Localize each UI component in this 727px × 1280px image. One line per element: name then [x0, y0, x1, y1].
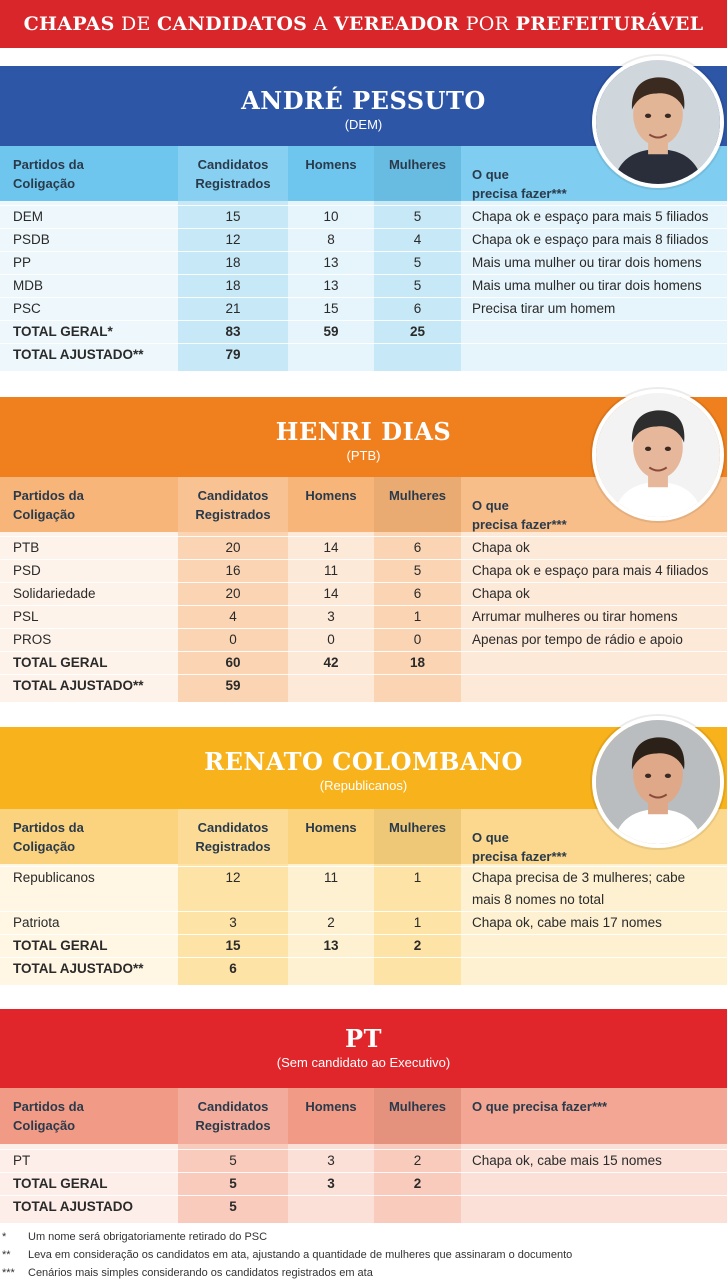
men-count: 0	[327, 632, 335, 647]
candidate-photo-renato-colombano	[592, 716, 724, 848]
column-header-candidates: Candidatos	[197, 157, 269, 172]
party-name: PTB	[13, 540, 40, 555]
column-header-women: Mulheres	[388, 157, 447, 172]
candidate-name: ANDRÉ PESSUTO	[241, 86, 486, 115]
column-header-candidates: Candidatos	[197, 488, 269, 503]
table-row	[0, 228, 727, 251]
men-count: 3	[327, 1153, 335, 1168]
column-header-men: Homens	[305, 157, 357, 172]
men-count: 3	[327, 609, 335, 624]
party-name: PSD	[13, 563, 41, 578]
men-count: 2	[327, 915, 335, 930]
candidates-count: 12	[225, 232, 241, 247]
total-label: TOTAL GERAL*	[13, 324, 113, 339]
table-row	[0, 911, 727, 934]
men-count: 13	[323, 255, 339, 270]
table-row	[0, 1149, 727, 1172]
candidates-count: 20	[225, 540, 241, 555]
total-men: 59	[323, 324, 339, 339]
column-header-candidates: Registrados	[195, 176, 271, 191]
women-count: 5	[413, 278, 422, 293]
column-header-candidates: Registrados	[195, 839, 271, 854]
footnote	[0, 1231, 267, 1243]
title-word: CHAPAS	[23, 13, 115, 35]
party-name: Republicanos	[13, 870, 95, 885]
candidates-count: 15	[225, 209, 241, 224]
action-note: mais 8 nomes no total	[472, 892, 605, 907]
candidates-count: 0	[229, 632, 237, 647]
action-note: Chapa ok e espaço para mais 5 filiados	[472, 209, 709, 224]
candidate-name: RENATO COLOMBANO	[204, 747, 523, 776]
candidate-party: (DEM)	[344, 117, 383, 132]
action-note: Chapa ok, cabe mais 15 nomes	[472, 1153, 662, 1168]
column-header-candidates: Registrados	[195, 1118, 271, 1133]
total-label: TOTAL GERAL	[13, 655, 108, 670]
women-count: 2	[413, 1153, 422, 1168]
adjusted-total-row	[0, 343, 727, 366]
total-candidates: 83	[225, 324, 241, 339]
action-note: Precisa tirar um homem	[472, 301, 616, 316]
column-header-men: Homens	[305, 1099, 357, 1114]
adjusted-total-label: TOTAL AJUSTADO**	[13, 961, 144, 976]
candidate-name: HENRI DIAS	[275, 417, 452, 446]
total-women: 2	[413, 938, 422, 953]
footnote-mark: *	[2, 1231, 7, 1243]
action-note: Apenas por tempo de rádio e apoio	[472, 632, 683, 647]
candidates-count: 20	[225, 586, 241, 601]
adjusted-total-candidates: 6	[229, 961, 237, 976]
action-note: Chapa ok e espaço para mais 8 filiados	[472, 232, 709, 247]
adjusted-total-row	[0, 957, 727, 980]
women-count: 0	[413, 632, 422, 647]
women-count: 1	[413, 609, 422, 624]
title-word: PREFEITURÁVEL	[515, 13, 704, 35]
candidates-count: 4	[229, 609, 237, 624]
table-row	[0, 251, 727, 274]
candidates-count: 21	[225, 301, 241, 316]
total-label: TOTAL GERAL	[13, 938, 108, 953]
column-header-parties: Partidos da	[13, 488, 84, 503]
party-name: PP	[13, 255, 32, 270]
total-label: TOTAL GERAL	[13, 1176, 108, 1191]
total-women: 2	[413, 1176, 422, 1191]
table-row	[0, 582, 727, 605]
title-word: DE	[114, 13, 157, 35]
adjusted-total-row	[0, 674, 727, 697]
men-count: 14	[323, 586, 339, 601]
column-header-action: precisa fazer***	[472, 517, 567, 532]
column-header-parties: Coligação	[13, 1118, 76, 1133]
total-women: 18	[409, 655, 426, 670]
column-header-women: Mulheres	[388, 820, 447, 835]
column-header-action: O que	[472, 830, 509, 845]
column-header-action: O que precisa fazer***	[472, 1099, 608, 1114]
party-name: MDB	[13, 278, 43, 293]
candidate-banner	[0, 1009, 727, 1088]
total-women: 25	[409, 324, 426, 339]
column-header-candidates: Candidatos	[197, 1099, 269, 1114]
column-header-women: Mulheres	[388, 1099, 447, 1114]
adjusted-total-candidates: 5	[229, 1199, 237, 1214]
action-note: Mais uma mulher ou tirar dois homens	[472, 278, 702, 293]
party-name: DEM	[13, 209, 43, 224]
column-header-candidates: Registrados	[195, 507, 271, 522]
action-note: Chapa precisa de 3 mulheres; cabe	[472, 870, 686, 885]
table-row	[0, 628, 727, 651]
adjusted-total-label: TOTAL AJUSTADO**	[13, 347, 144, 362]
candidate-party: (Sem candidato ao Executivo)	[276, 1055, 451, 1070]
total-men: 13	[323, 938, 339, 953]
column-header-parties: Coligação	[13, 507, 76, 522]
women-count: 1	[413, 870, 422, 885]
candidates-count: 12	[225, 870, 241, 885]
adjusted-total-label: TOTAL AJUSTADO**	[13, 678, 144, 693]
candidates-count: 18	[225, 255, 241, 270]
table-row	[0, 605, 727, 628]
title-word: CANDIDATOS	[157, 13, 308, 35]
column-header-action: O que	[472, 167, 509, 182]
women-count: 5	[413, 563, 422, 578]
table-row	[0, 205, 727, 228]
party-name: Patriota	[13, 915, 60, 930]
candidate-party: (Republicanos)	[319, 778, 408, 793]
table-row	[0, 536, 727, 559]
footnote-mark: ***	[2, 1267, 15, 1279]
table-row	[0, 297, 727, 320]
table-row	[0, 866, 727, 911]
total-row	[0, 934, 727, 957]
total-candidates: 15	[225, 938, 241, 953]
men-count: 8	[327, 232, 335, 247]
candidates-count: 16	[225, 563, 241, 578]
column-header-women: Mulheres	[388, 488, 447, 503]
total-row	[0, 651, 727, 674]
party-name: Solidariedade	[13, 586, 96, 601]
column-header-action: precisa fazer***	[472, 186, 567, 201]
action-note: Chapa ok	[472, 540, 530, 555]
table-row	[0, 559, 727, 582]
men-count: 15	[323, 301, 339, 316]
party-name: PT	[13, 1153, 31, 1168]
table-header	[0, 1088, 727, 1144]
men-count: 14	[323, 540, 339, 555]
infographic-title	[0, 0, 727, 48]
action-note: Arrumar mulheres ou tirar homens	[472, 609, 678, 624]
men-count: 11	[323, 563, 338, 578]
title-word: VEREADOR	[333, 13, 460, 35]
column-header-action: O que	[472, 498, 509, 513]
action-note: Chapa ok e espaço para mais 4 filiados	[472, 563, 709, 578]
women-count: 6	[413, 301, 422, 316]
column-header-candidates: Candidatos	[197, 820, 269, 835]
men-count: 13	[323, 278, 339, 293]
footnote	[0, 1249, 572, 1261]
column-header-men: Homens	[305, 820, 357, 835]
adjusted-total-label: TOTAL AJUSTADO	[13, 1199, 134, 1214]
party-name: PSC	[13, 301, 41, 316]
title-word: POR	[459, 13, 516, 35]
candidates-count: 18	[225, 278, 241, 293]
column-header-parties: Partidos da	[13, 820, 84, 835]
women-count: 5	[413, 209, 422, 224]
column-header-parties: Coligação	[13, 839, 76, 854]
total-candidates: 5	[229, 1176, 237, 1191]
footnote	[0, 1267, 373, 1279]
men-count: 10	[323, 209, 339, 224]
candidate-party: (PTB)	[346, 448, 381, 463]
action-note: Chapa ok	[472, 586, 530, 601]
total-row	[0, 320, 727, 343]
party-name: PSDB	[13, 232, 50, 247]
title-word: A	[307, 13, 334, 35]
candidate-photo-andre-pessuto	[592, 56, 724, 188]
men-count: 11	[323, 870, 338, 885]
action-note: Mais uma mulher ou tirar dois homens	[472, 255, 702, 270]
adjusted-total-candidates: 79	[225, 347, 241, 362]
total-row	[0, 1172, 727, 1195]
total-men: 3	[327, 1176, 335, 1191]
candidates-count: 3	[229, 915, 237, 930]
women-count: 4	[413, 232, 422, 247]
footnote-text: Cenários mais simples considerando os candidatos registrados em ata	[28, 1267, 373, 1279]
column-header-parties: Coligação	[13, 176, 76, 191]
total-men: 42	[323, 655, 339, 670]
column-header-men: Homens	[305, 488, 357, 503]
party-name: PROS	[13, 632, 52, 647]
table-row	[0, 274, 727, 297]
candidate-photo-henri-dias	[592, 389, 724, 521]
candidate-name: PT	[345, 1024, 382, 1053]
action-note: Chapa ok, cabe mais 17 nomes	[472, 915, 662, 930]
column-header-action: precisa fazer***	[472, 849, 567, 864]
adjusted-total-candidates: 59	[225, 678, 241, 693]
adjusted-total-row	[0, 1195, 727, 1218]
candidates-count: 5	[229, 1153, 237, 1168]
women-count: 5	[413, 255, 422, 270]
total-candidates: 60	[225, 655, 241, 670]
women-count: 6	[413, 586, 422, 601]
party-name: PSL	[13, 609, 39, 624]
footnote-text: Um nome será obrigatoriamente retirado do PSC	[28, 1231, 268, 1243]
women-count: 1	[413, 915, 422, 930]
column-header-parties: Partidos da	[13, 1099, 84, 1114]
footnote-text: Leva em consideração os candidatos em ata, ajustando a quantidade de mulheres que assinaram o documento	[28, 1249, 573, 1261]
women-count: 6	[413, 540, 422, 555]
footnote-mark: **	[2, 1249, 11, 1261]
column-header-parties: Partidos da	[13, 157, 84, 172]
